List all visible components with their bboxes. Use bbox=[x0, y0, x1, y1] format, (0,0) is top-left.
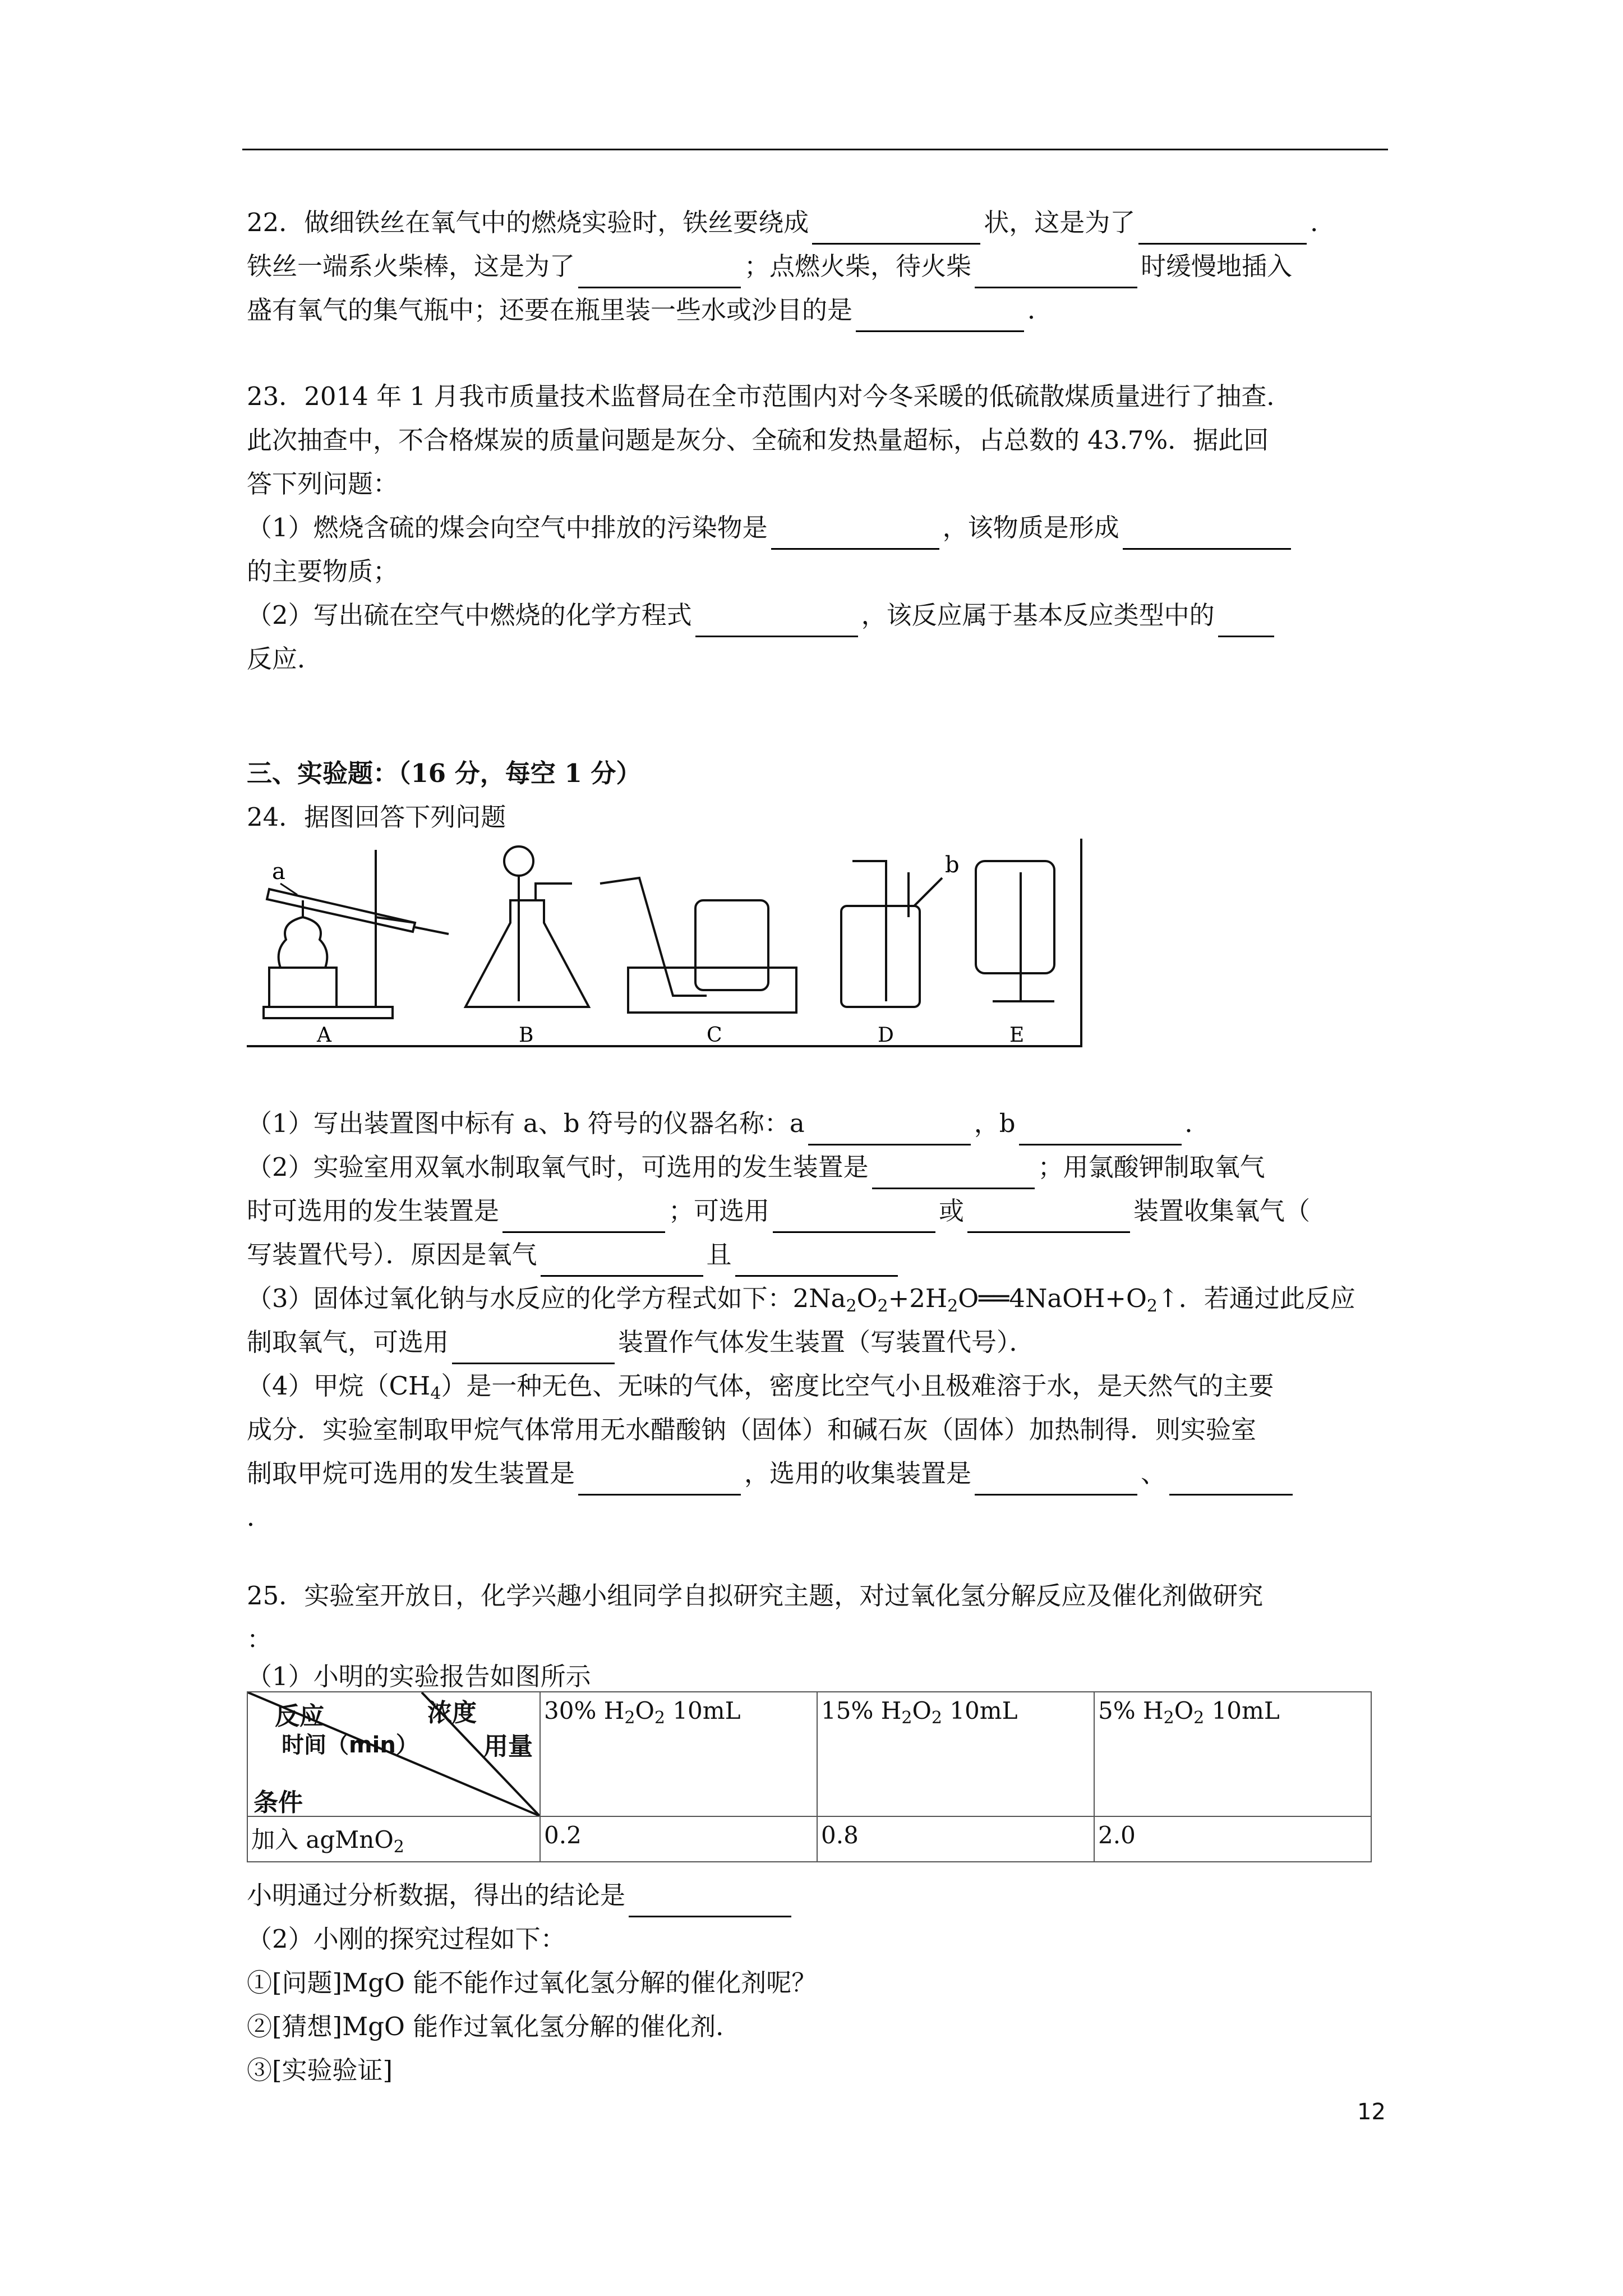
col-text: 10mL bbox=[1204, 1697, 1280, 1724]
subscript: 2 bbox=[877, 1296, 888, 1316]
flask-outlet bbox=[536, 884, 572, 900]
q24-text: （4）甲烷（CH bbox=[247, 1371, 431, 1401]
q23-text: ，该物质是形成 bbox=[942, 513, 1119, 542]
answer-blank[interactable] bbox=[771, 519, 939, 550]
table-header-row bbox=[247, 1692, 1371, 1816]
q25-line1: 25．实验室开放日，化学兴趣小组同学自拟研究主题，对过氧化氢分解反应及催化剂做研究 bbox=[247, 1581, 1264, 1611]
answer-blank[interactable] bbox=[1169, 1465, 1293, 1496]
answer-blank[interactable] bbox=[975, 1465, 1137, 1496]
col-text: 10mL bbox=[665, 1697, 741, 1724]
q22-text: 盛有氧气的集气瓶中；还要在瓶里装一些水或沙目的是 bbox=[247, 295, 853, 325]
q24-part4-end: ． bbox=[247, 1502, 273, 1532]
q24-part4-line3 bbox=[247, 1452, 1296, 1496]
delivery-stub bbox=[415, 927, 449, 934]
q25-step2: ②[猜想]MgO 能作过氧化氢分解的催化剂． bbox=[247, 2012, 741, 2041]
col-text: 30% H bbox=[544, 1697, 625, 1724]
table-header-col-2 bbox=[817, 1692, 1094, 1816]
amount-label: 用量 bbox=[483, 1732, 533, 1761]
q23-part1 bbox=[247, 506, 1294, 550]
col-text: O bbox=[635, 1697, 654, 1724]
subscript: 2 bbox=[624, 1708, 635, 1728]
q24-text: +2H bbox=[888, 1283, 948, 1313]
apparatus-figure bbox=[247, 839, 1082, 1063]
q22-text: 22．做细铁丝在氧气中的燃烧实验时，铁丝要绕成 bbox=[247, 208, 809, 237]
collection-jar bbox=[976, 861, 1054, 973]
q24-intro: 24．据图回答下列问题 bbox=[247, 802, 506, 832]
q24-text: （1）写出装置图中标有 a、b 符号的仪器名称：a bbox=[247, 1108, 805, 1138]
table-row bbox=[247, 1816, 1371, 1862]
answer-blank[interactable] bbox=[578, 1465, 741, 1496]
caption-a: A bbox=[317, 1024, 331, 1047]
answer-blank[interactable] bbox=[975, 257, 1137, 288]
q24-part2-line3 bbox=[247, 1233, 901, 1277]
col-text: O bbox=[1174, 1697, 1194, 1724]
q24-text: 时可选用的发生装置是 bbox=[247, 1196, 500, 1226]
q22-text: ． bbox=[1027, 295, 1053, 325]
stand-base bbox=[264, 1007, 393, 1018]
q24-part1 bbox=[247, 1102, 1210, 1145]
reaction-label: 反应 bbox=[275, 1702, 324, 1731]
subscript: 4 bbox=[430, 1384, 441, 1404]
conical-flask bbox=[465, 900, 589, 1007]
subscript: 2 bbox=[901, 1708, 912, 1728]
q22-text: ；点燃火柴，待火柴 bbox=[744, 251, 972, 281]
q23-line2: 此次抽查中，不合格煤炭的质量问题是灰分、全硫和发热量超标，占总数的 43.7%．据此回 bbox=[247, 425, 1269, 455]
jar-tube bbox=[993, 872, 1021, 1001]
q24-text: 且 bbox=[706, 1240, 732, 1269]
header-rule bbox=[242, 149, 1388, 150]
q24-text: ↑．若通过此反应 bbox=[1158, 1283, 1355, 1313]
answer-blank[interactable] bbox=[629, 1887, 791, 1917]
q24-text: 装置收集氧气（ bbox=[1133, 1196, 1311, 1226]
condition-label: 条件 bbox=[253, 1788, 303, 1817]
answer-blank[interactable] bbox=[1123, 519, 1291, 550]
q25-step1: ①[问题]MgO 能不能作过氧化氢分解的催化剂呢？ bbox=[247, 1968, 817, 1998]
q24-text: O══4NaOH+O bbox=[958, 1283, 1147, 1313]
table-cell: 2.0 bbox=[1094, 1816, 1371, 1862]
test-tube bbox=[267, 889, 415, 932]
q24-part3-line2 bbox=[247, 1320, 1035, 1364]
q25-part1: （1）小明的实验报告如图所示 bbox=[247, 1662, 591, 1691]
answer-blank[interactable] bbox=[578, 257, 741, 288]
q25-conclusion bbox=[247, 1874, 795, 1917]
q22-text: 铁丝一端系火柴棒，这是为了 bbox=[247, 251, 575, 281]
funnel-bulb bbox=[504, 846, 533, 876]
label-b: b bbox=[945, 852, 960, 878]
col-text: 5% H bbox=[1098, 1697, 1164, 1724]
q24-text: ． bbox=[1184, 1108, 1210, 1138]
q24-text: （3）固体过氧化钠与水反应的化学方程式如下：2Na bbox=[247, 1283, 846, 1313]
subscript: 2 bbox=[1193, 1708, 1205, 1728]
caption-d: D bbox=[878, 1024, 894, 1047]
row-label-cell bbox=[247, 1816, 540, 1862]
subscript: 2 bbox=[1163, 1708, 1174, 1728]
q24-text: （2）实验室用双氧水制取氧气时，可选用的发生装置是 bbox=[247, 1152, 869, 1182]
q23-text: （1）燃烧含硫的煤会向空气中排放的污染物是 bbox=[247, 513, 768, 542]
gas-bottle bbox=[841, 906, 920, 1007]
alcohol-lamp bbox=[279, 917, 328, 968]
apparatus-diagram bbox=[247, 839, 1082, 1063]
block bbox=[269, 968, 336, 1007]
diagonal-header-cell bbox=[247, 1692, 540, 1816]
q24-text: 制取甲烷可选用的发生装置是 bbox=[247, 1458, 575, 1488]
q23-text: ，该反应属于基本反应类型中的 bbox=[861, 600, 1215, 630]
row-text: 加入 agMnO bbox=[251, 1826, 394, 1853]
q23-part2 bbox=[247, 593, 1278, 637]
q24-text: O bbox=[856, 1283, 878, 1313]
answer-blank[interactable] bbox=[1019, 1115, 1182, 1145]
caption-c: C bbox=[707, 1024, 722, 1047]
q24-text: 制取氧气，可选用 bbox=[247, 1327, 449, 1357]
time-label: 时间（min） bbox=[282, 1732, 418, 1758]
subscript: 2 bbox=[931, 1708, 942, 1728]
answer-blank[interactable] bbox=[735, 1246, 898, 1277]
answer-blank[interactable] bbox=[773, 1202, 935, 1233]
section3-title: 三、实验题：（16 分，每空 1 分） bbox=[247, 758, 642, 788]
col-text: 10mL bbox=[942, 1697, 1018, 1724]
q22-text: ． bbox=[1310, 208, 1336, 237]
q24-part2 bbox=[247, 1145, 1265, 1189]
q24-text: ）是一种无色、无味的气体，密度比空气小且极难溶于水，是天然气的主要 bbox=[441, 1371, 1274, 1401]
subscript: 2 bbox=[654, 1708, 665, 1728]
caption-e: E bbox=[1009, 1024, 1025, 1047]
q24-part2-line2 bbox=[247, 1189, 1310, 1233]
q25-text: 小明通过分析数据，得出的结论是 bbox=[247, 1880, 626, 1910]
table-cell: 0.8 bbox=[817, 1816, 1094, 1862]
concentration-label: 浓度 bbox=[427, 1699, 477, 1727]
q25-step3: ③[实验验证] bbox=[247, 2055, 393, 2085]
table-cell: 0.2 bbox=[540, 1816, 817, 1862]
delivery-tube bbox=[600, 878, 707, 996]
answer-blank[interactable] bbox=[452, 1333, 615, 1364]
subscript: 2 bbox=[1146, 1296, 1158, 1316]
table-header-col-3 bbox=[1094, 1692, 1371, 1816]
answer-blank[interactable] bbox=[808, 1115, 971, 1145]
q24-text: ，选用的收集装置是 bbox=[744, 1458, 972, 1488]
q24-text: ，b bbox=[974, 1108, 1016, 1138]
col-text: 15% H bbox=[821, 1697, 902, 1724]
q24-text: 或 bbox=[939, 1196, 965, 1226]
pointer-b bbox=[914, 878, 942, 906]
q23-line1: 23．2014 年 1 月我市质量技术监督局在全市范围内对今冬采暖的低硫散煤质量进行了抽查． bbox=[247, 381, 1292, 411]
q25-part2: （2）小刚的探究过程如下： bbox=[247, 1924, 566, 1954]
table-header-col-1 bbox=[540, 1692, 817, 1816]
answer-blank[interactable] bbox=[541, 1246, 703, 1277]
q23-text: （2）写出硫在空气中燃烧的化学方程式 bbox=[247, 600, 692, 630]
answer-blank[interactable] bbox=[812, 214, 980, 245]
label-a: a bbox=[272, 859, 285, 885]
q23-part2-cont: 反应． bbox=[247, 644, 323, 674]
q23-line3: 答下列问题： bbox=[247, 469, 399, 499]
experiment-report-table bbox=[247, 1691, 1372, 1862]
long-tube bbox=[852, 861, 886, 1001]
q22-line3 bbox=[247, 288, 1053, 332]
q22-line2 bbox=[247, 245, 1292, 288]
subscript: 2 bbox=[846, 1296, 857, 1316]
q22-line1 bbox=[247, 201, 1335, 245]
subscript: 2 bbox=[947, 1296, 958, 1316]
answer-blank[interactable] bbox=[502, 1202, 665, 1233]
caption-b: B bbox=[519, 1024, 534, 1047]
q23-part1-cont: 的主要物质； bbox=[247, 556, 399, 586]
page-number: 12 bbox=[1357, 2099, 1386, 2125]
q24-text: ；用氯酸钾制取氧气 bbox=[1038, 1152, 1265, 1182]
q24-text: 写装置代号）．原因是氧气 bbox=[247, 1240, 537, 1269]
q24-text: ；可选用 bbox=[668, 1196, 770, 1226]
answer-blank[interactable] bbox=[856, 301, 1024, 332]
col-text: O bbox=[912, 1697, 932, 1724]
subscript: 2 bbox=[393, 1837, 404, 1857]
q22-text: 时缓慢地插入 bbox=[1141, 251, 1293, 281]
answer-blank[interactable] bbox=[967, 1202, 1130, 1233]
q24-text: 装置作气体发生装置（写装置代号）． bbox=[618, 1327, 1035, 1357]
answer-blank[interactable] bbox=[872, 1158, 1035, 1189]
answer-blank[interactable] bbox=[1218, 606, 1274, 637]
answer-blank[interactable] bbox=[695, 606, 858, 637]
q24-text: 、 bbox=[1141, 1458, 1166, 1488]
q24-part4-line2: 成分．实验室制取甲烷气体常用无水醋酸钠（固体）和碱石灰（固体）加热制得．则实验室 bbox=[247, 1415, 1257, 1444]
gas-jar-inverted bbox=[695, 900, 768, 990]
q22-text: 状，这是为了 bbox=[984, 208, 1136, 237]
answer-blank[interactable] bbox=[1138, 214, 1307, 245]
q25-line1b: ： bbox=[247, 1625, 273, 1654]
